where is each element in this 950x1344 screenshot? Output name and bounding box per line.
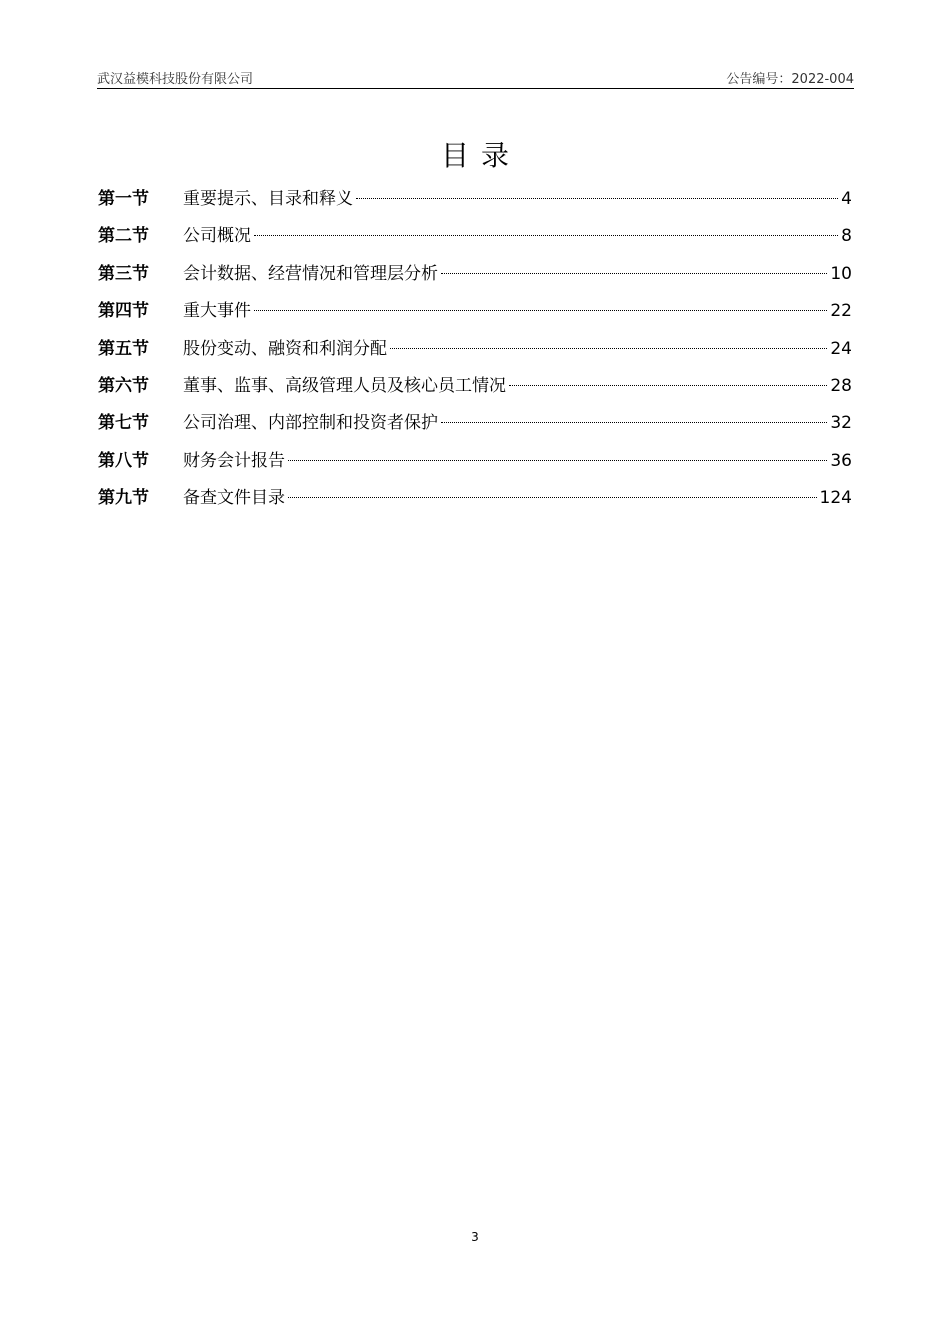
- toc-section-title: 财务会计报告: [183, 450, 285, 471]
- toc-dot-leader: [509, 385, 827, 386]
- toc-page-number: 36: [830, 450, 852, 471]
- toc-section-title: 股份变动、融资和利润分配: [183, 338, 387, 359]
- page-number: 3: [471, 1230, 479, 1244]
- toc-dot-leader: [441, 273, 827, 274]
- toc-page-number: 4: [841, 189, 852, 209]
- toc-page-number: 8: [841, 226, 852, 247]
- toc-section-title: 董事、监事、高级管理人员及核心员工情况: [183, 375, 506, 396]
- toc-page-number: 24: [830, 338, 852, 359]
- toc-section-number: 第五节: [98, 338, 149, 359]
- toc-section-title: 会计数据、经营情况和管理层分析: [183, 263, 438, 284]
- company-name: 武汉益模科技股份有限公司: [97, 72, 254, 87]
- toc-entry[interactable]: [98, 483, 852, 520]
- toc-page-number: 10: [830, 263, 852, 284]
- toc-entry[interactable]: [98, 334, 852, 371]
- toc-entry[interactable]: [98, 296, 852, 333]
- toc-section-title: 重要提示、目录和释义: [183, 189, 353, 209]
- toc-dot-leader: [288, 460, 827, 461]
- toc-entry[interactable]: [98, 184, 852, 221]
- toc-section-number: 第八节: [98, 450, 149, 471]
- toc-page-number: 124: [819, 488, 852, 509]
- toc-section-title: 重大事件: [183, 301, 251, 322]
- toc-dot-leader: [254, 310, 827, 311]
- toc-section-number: 第六节: [98, 375, 149, 396]
- toc-dot-leader: [254, 235, 838, 236]
- toc-page-number: 28: [830, 375, 852, 396]
- toc-entry[interactable]: [98, 408, 852, 445]
- toc-entry[interactable]: [98, 446, 852, 483]
- toc-section-number: 第四节: [98, 301, 149, 322]
- toc-section-number: 第二节: [98, 226, 149, 247]
- toc-section-number: 第三节: [98, 263, 149, 284]
- toc-dot-leader: [288, 497, 817, 498]
- announcement-number: 公告编号：2022-004: [726, 72, 854, 87]
- toc-section-title: 备查文件目录: [183, 488, 285, 509]
- toc-section-number: 第七节: [98, 413, 149, 434]
- toc-page-number: 22: [830, 301, 852, 322]
- page-header: [97, 66, 854, 89]
- page-title: 目录: [440, 139, 521, 172]
- toc-entry[interactable]: [98, 371, 852, 408]
- toc-entry[interactable]: [98, 221, 852, 258]
- toc-section-title: 公司概况: [183, 226, 251, 247]
- toc-section-number: 第九节: [98, 488, 149, 509]
- toc-section-number: 第一节: [98, 189, 149, 209]
- toc-section-title: 公司治理、内部控制和投资者保护: [183, 413, 438, 434]
- toc-dot-leader: [390, 348, 827, 349]
- table-of-contents: [98, 184, 852, 521]
- toc-entry[interactable]: [98, 259, 852, 296]
- toc-dot-leader: [356, 198, 838, 199]
- toc-page-number: 32: [830, 413, 852, 434]
- toc-dot-leader: [441, 422, 827, 423]
